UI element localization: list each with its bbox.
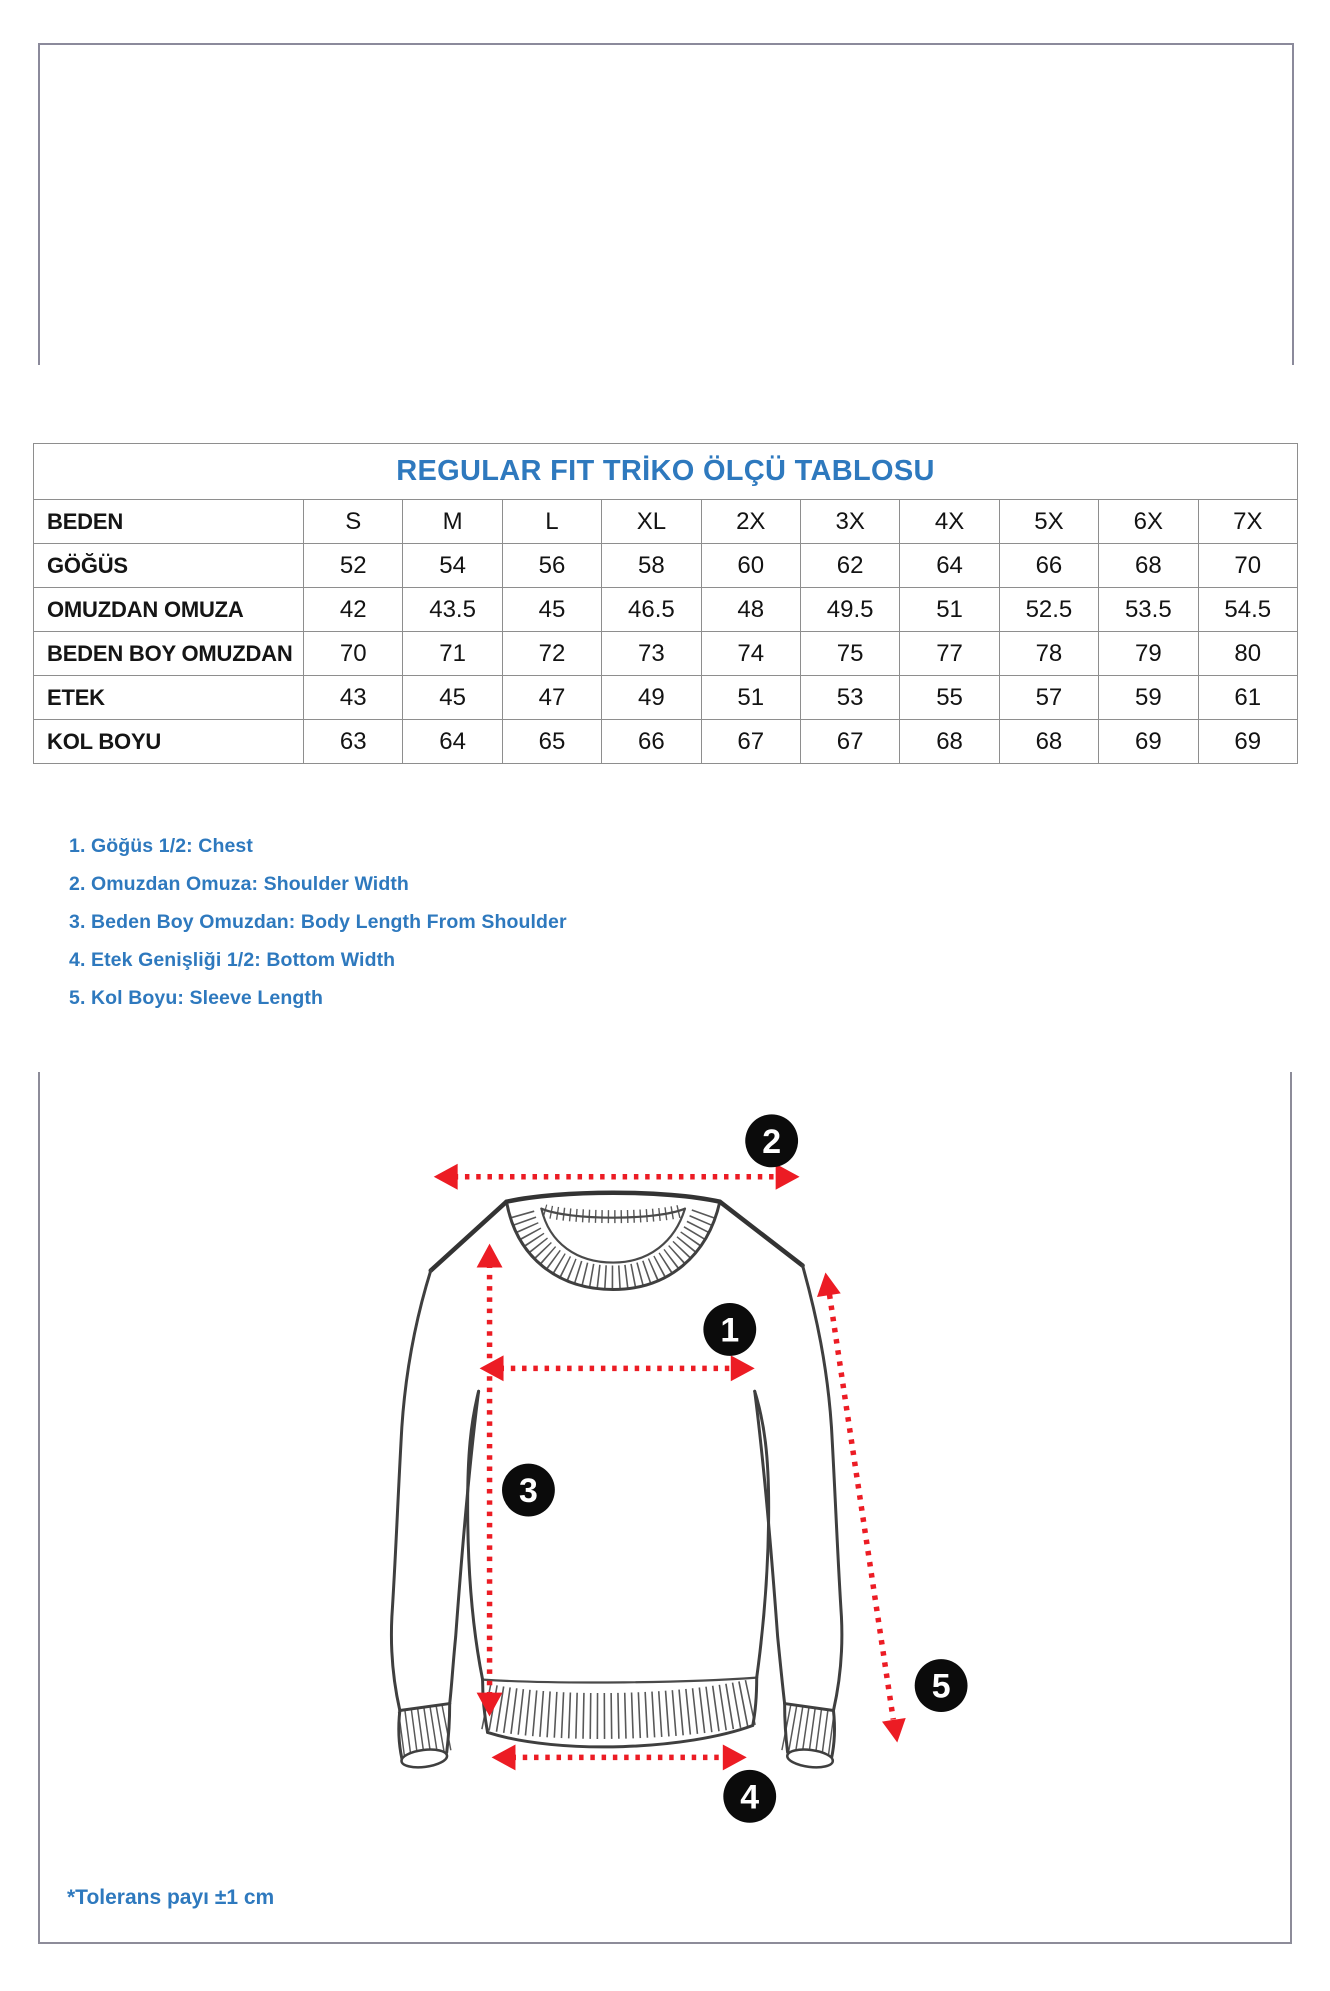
table-cell: 57 (999, 676, 1098, 720)
table-cell: 69 (1198, 720, 1298, 764)
table-cell: 71 (403, 632, 502, 676)
table-cell: 51 (701, 676, 800, 720)
table-cell: 47 (502, 676, 601, 720)
table-cell: 53.5 (1099, 588, 1198, 632)
table-row (34, 500, 1298, 544)
measurement-arrow-body-length (477, 1244, 503, 1717)
table-cell: 54 (403, 544, 502, 588)
legend-item: 3. Beden Boy Omuzdan: Body Length From Shoulder (69, 911, 567, 933)
legend-item: 1. Göğüs 1/2: Chest (69, 835, 253, 857)
measurement-legend (69, 827, 567, 1017)
tolerance-footnote: *Tolerans payı ±1 cm (67, 1886, 275, 1909)
table-cell: 46.5 (602, 588, 701, 632)
table-cell: 67 (701, 720, 800, 764)
table-cell: 2X (701, 500, 800, 544)
table-cell: 67 (800, 720, 899, 764)
table-cell: 79 (1099, 632, 1198, 676)
table-cell: 77 (900, 632, 999, 676)
size-diagram-svg (40, 1072, 1290, 1942)
row-label: BEDEN BOY OMUZDAN (34, 632, 304, 676)
size-table (33, 443, 1298, 764)
marker-5 (915, 1659, 968, 1712)
table-cell: 53 (800, 676, 899, 720)
table-cell: 69 (1099, 720, 1198, 764)
measurement-arrow-bottom-width (492, 1744, 747, 1770)
table-cell: 72 (502, 632, 601, 676)
row-label: OMUZDAN OMUZA (34, 588, 304, 632)
table-cell: 58 (602, 544, 701, 588)
table-cell: 49 (602, 676, 701, 720)
table-cell: 42 (304, 588, 403, 632)
table-cell: 64 (900, 544, 999, 588)
table-cell: 64 (403, 720, 502, 764)
measurement-arrow-chest (480, 1355, 755, 1381)
table-cell: 65 (502, 720, 601, 764)
table-cell: 59 (1099, 676, 1198, 720)
row-label: KOL BOYU (34, 720, 304, 764)
table-title-row (34, 444, 1298, 500)
table-row (34, 632, 1298, 676)
table-cell: 68 (1099, 544, 1198, 588)
table-cell: 68 (900, 720, 999, 764)
marker-4 (723, 1770, 776, 1823)
row-label: ETEK (34, 676, 304, 720)
table-cell: 80 (1198, 632, 1298, 676)
table-cell: 6X (1099, 500, 1198, 544)
table-cell: 61 (1198, 676, 1298, 720)
table-row (34, 588, 1298, 632)
table-cell: 55 (900, 676, 999, 720)
table-cell: 60 (701, 544, 800, 588)
table-cell: S (304, 500, 403, 544)
table-cell: 66 (602, 720, 701, 764)
table-cell: 49.5 (800, 588, 899, 632)
marker-1 (703, 1303, 756, 1356)
table-row (34, 720, 1298, 764)
marker-4-label: 4 (740, 1778, 760, 1817)
table-cell: M (403, 500, 502, 544)
table-cell: 63 (304, 720, 403, 764)
table-cell: 51 (900, 588, 999, 632)
table-cell: 43 (304, 676, 403, 720)
legend-item: 2. Omuzdan Omuza: Shoulder Width (69, 873, 409, 895)
table-cell: 78 (999, 632, 1098, 676)
marker-3-label: 3 (519, 1471, 538, 1511)
marker-1-label: 1 (720, 1311, 740, 1350)
table-cell: 7X (1198, 500, 1298, 544)
table-title: REGULAR FIT TRİKO ÖLÇÜ TABLOSU (34, 444, 1298, 500)
table-cell: 45 (502, 588, 601, 632)
table-cell: 74 (701, 632, 800, 676)
table-cell: 52.5 (999, 588, 1098, 632)
table-cell: 45 (403, 676, 502, 720)
table-cell: 3X (800, 500, 899, 544)
table-cell: 62 (800, 544, 899, 588)
table-cell: L (502, 500, 601, 544)
table-cell: 43.5 (403, 588, 502, 632)
legend-item: 4. Etek Genişliği 1/2: Bottom Width (69, 949, 396, 971)
table-cell: 68 (999, 720, 1098, 764)
table-cell: 56 (502, 544, 601, 588)
table-cell: 52 (304, 544, 403, 588)
table-cell: 48 (701, 588, 800, 632)
table-cell: 5X (999, 500, 1098, 544)
marker-5-label: 5 (931, 1667, 951, 1706)
marker-2 (745, 1114, 798, 1167)
table-row (34, 676, 1298, 720)
row-label: GÖĞÜS (34, 544, 304, 588)
marker-3 (502, 1464, 555, 1517)
table-cell: 4X (900, 500, 999, 544)
table-cell: 75 (800, 632, 899, 676)
table-cell: 73 (602, 632, 701, 676)
sweater-drawing (391, 1193, 841, 1770)
legend-item: 5. Kol Boyu: Sleeve Length (69, 987, 323, 1009)
row-label: BEDEN (34, 500, 304, 544)
table-cell: 54.5 (1198, 588, 1298, 632)
measurement-arrow-shoulder-width (434, 1164, 800, 1190)
table-cell: 70 (1198, 544, 1298, 588)
table-cell: XL (602, 500, 701, 544)
marker-2-label: 2 (762, 1122, 782, 1161)
product-image-placeholder (38, 43, 1294, 365)
measurement-arrow-sleeve-length (817, 1273, 906, 1743)
table-cell: 66 (999, 544, 1098, 588)
size-diagram (38, 1072, 1292, 1944)
table-cell: 70 (304, 632, 403, 676)
table-row (34, 544, 1298, 588)
